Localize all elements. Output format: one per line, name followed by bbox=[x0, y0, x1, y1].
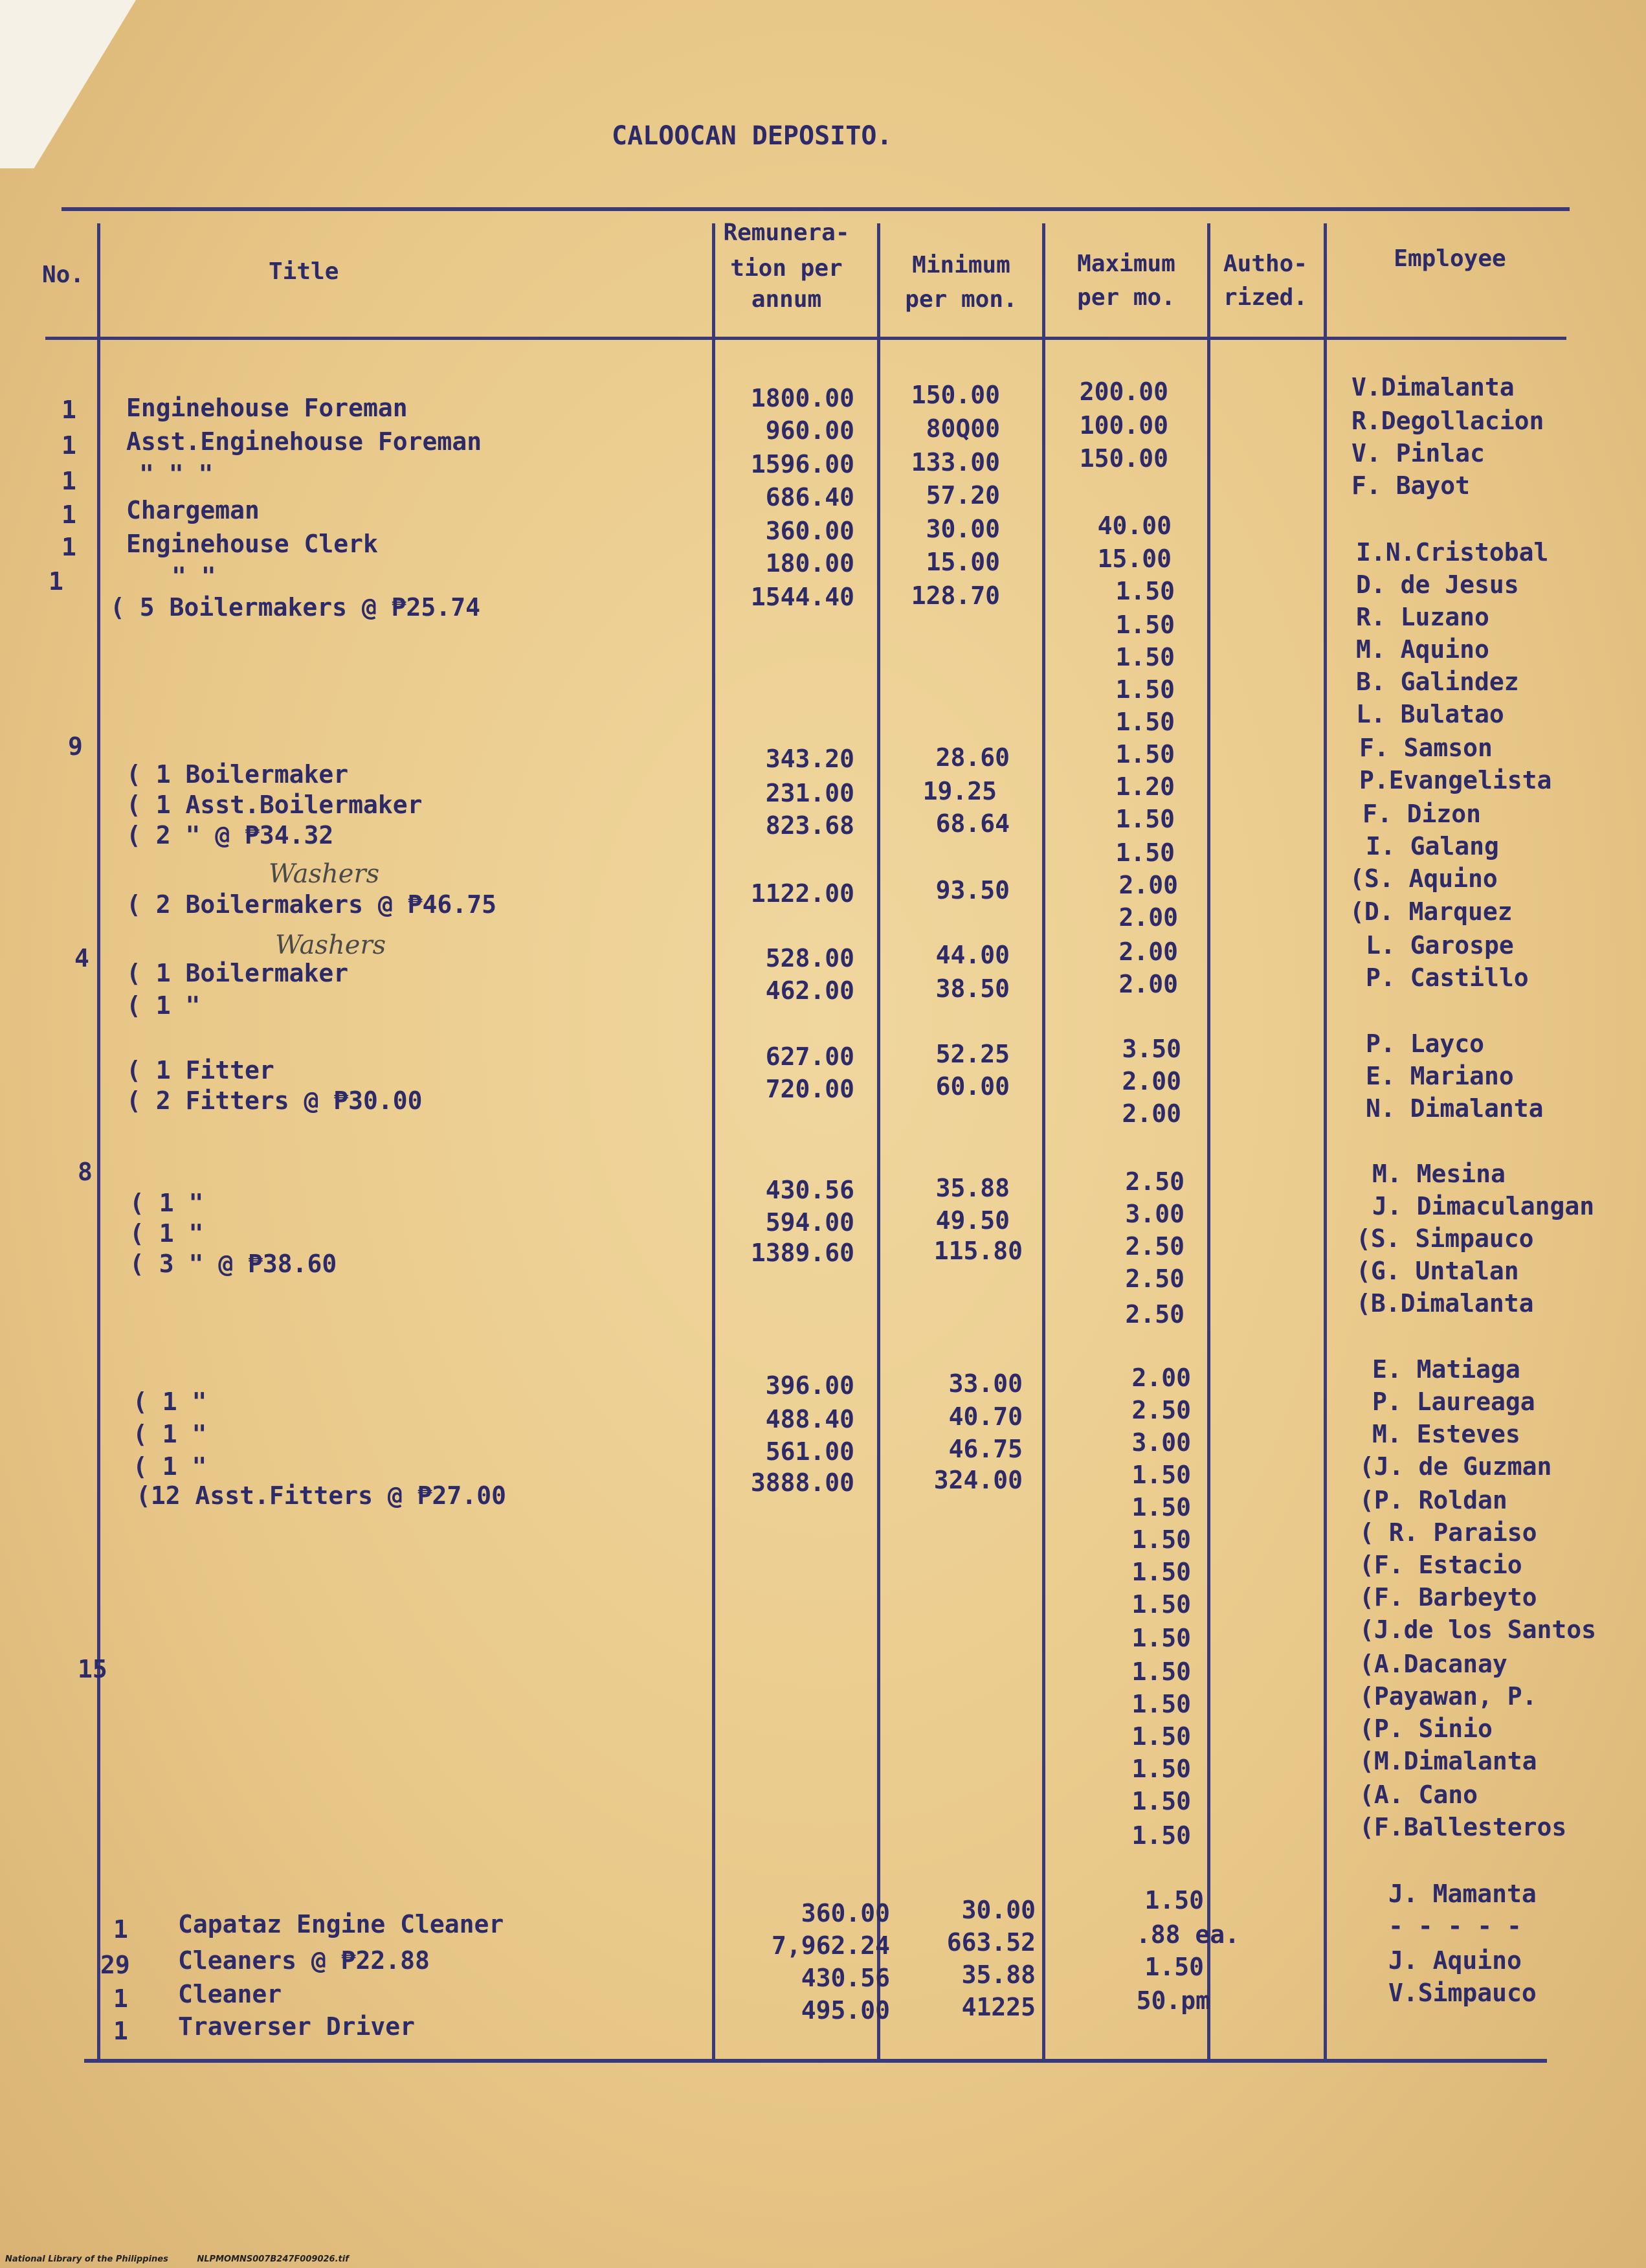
title-cell: Traverser Driver bbox=[178, 2012, 416, 2041]
maximum-cell: 1.50 bbox=[1131, 1755, 1191, 1783]
maximum-cell: 1.50 bbox=[1131, 1558, 1191, 1586]
header-maximum-2: per mo. bbox=[1077, 284, 1175, 311]
maximum-cell: 1.20 bbox=[1115, 772, 1175, 801]
handwritten-note: Washers bbox=[275, 930, 386, 960]
employee-cell: N. Dimalanta bbox=[1366, 1094, 1544, 1123]
employee-cell: M. Esteves bbox=[1372, 1420, 1520, 1448]
maximum-cell: 1.50 bbox=[1131, 1821, 1191, 1850]
minimum-cell: 46.75 bbox=[948, 1435, 1023, 1463]
minimum-cell: 60.00 bbox=[935, 1072, 1010, 1101]
group-number: 15 bbox=[78, 1655, 107, 1683]
title-cell: ( 1 " bbox=[126, 991, 201, 1020]
remuneration-cell: 360.00 bbox=[765, 517, 854, 545]
employee-cell: P. Castillo bbox=[1366, 963, 1529, 992]
title-cell: ( 2 " @ ₱34.32 bbox=[126, 821, 334, 849]
title-cell: Cleaner bbox=[178, 1980, 282, 2008]
maximum-cell: 1.50 bbox=[1131, 1461, 1191, 1489]
title-cell: ( 1 Boilermaker bbox=[126, 959, 349, 987]
maximum-cell: 1.50 bbox=[1115, 577, 1175, 605]
group-number: 1 bbox=[113, 1984, 128, 2013]
employee-cell: (J. de Guzman bbox=[1359, 1452, 1552, 1481]
maximum-cell: 3.50 bbox=[1122, 1035, 1181, 1063]
remuneration-cell: 1544.40 bbox=[750, 583, 854, 611]
maximum-cell: 3.00 bbox=[1131, 1428, 1191, 1457]
header-remuneration-2: tion per bbox=[730, 255, 843, 282]
employee-cell: L. Bulatao bbox=[1356, 700, 1504, 728]
maximum-cell: 3.00 bbox=[1125, 1200, 1184, 1228]
col-rule-maximum bbox=[1042, 223, 1045, 2062]
employee-cell: E. Mariano bbox=[1366, 1062, 1514, 1090]
remuneration-cell: 7,962.24 bbox=[771, 1931, 890, 1960]
maximum-cell: 1.50 bbox=[1115, 643, 1175, 671]
remuneration-cell: 1596.00 bbox=[750, 450, 854, 478]
minimum-cell: 68.64 bbox=[935, 809, 1010, 838]
employee-cell: V.Simpauco bbox=[1388, 1979, 1537, 2007]
table-top-rule bbox=[61, 207, 1570, 211]
maximum-cell: 2.00 bbox=[1122, 1067, 1181, 1095]
employee-cell: (A.Dacanay bbox=[1359, 1650, 1507, 1678]
maximum-cell: 2.00 bbox=[1118, 970, 1178, 998]
remuneration-cell: 561.00 bbox=[765, 1437, 854, 1466]
minimum-cell: 57.20 bbox=[926, 481, 1000, 510]
maximum-cell: 1.50 bbox=[1144, 1953, 1204, 1981]
minimum-cell: 35.88 bbox=[935, 1174, 1010, 1202]
header-maximum-1: Maximum bbox=[1077, 251, 1175, 277]
footer-filename: NLPMOMNS007B247F009026.tif bbox=[197, 2254, 349, 2264]
title-cell: ( 1 " bbox=[133, 1420, 207, 1448]
maximum-cell: 1.50 bbox=[1115, 675, 1175, 704]
maximum-cell: 1.50 bbox=[1115, 740, 1175, 769]
title-cell: Enginehouse Foreman bbox=[126, 394, 408, 422]
remuneration-cell: 495.00 bbox=[801, 1996, 890, 2025]
employee-cell: F. Samson bbox=[1359, 734, 1493, 762]
header-no: No. bbox=[42, 262, 85, 288]
group-number: 1 bbox=[61, 533, 76, 561]
title-cell: " " bbox=[172, 562, 216, 590]
maximum-cell: .88 ea. bbox=[1135, 1920, 1240, 1949]
remuneration-cell: 1389.60 bbox=[750, 1239, 854, 1267]
minimum-cell: 663.52 bbox=[946, 1928, 1036, 1957]
minimum-cell: 52.25 bbox=[935, 1040, 1010, 1068]
employee-cell: (S. Aquino bbox=[1350, 864, 1498, 893]
minimum-cell: 15.00 bbox=[926, 548, 1000, 576]
employee-cell: (S. Simpauco bbox=[1356, 1224, 1534, 1253]
title-cell: ( 1 Boilermaker bbox=[126, 760, 349, 789]
employee-cell: (G. Untalan bbox=[1356, 1257, 1519, 1285]
title-cell: ( 1 " bbox=[129, 1219, 204, 1248]
employee-cell: L. Garospe bbox=[1366, 931, 1514, 960]
employee-cell: V.Dimalanta bbox=[1351, 373, 1515, 401]
remuneration-cell: 627.00 bbox=[765, 1042, 854, 1071]
header-remuneration-3: annum bbox=[751, 286, 822, 313]
maximum-cell: 1.50 bbox=[1131, 1787, 1191, 1815]
minimum-cell: 19.25 bbox=[922, 777, 997, 805]
employee-cell: J. Aquino bbox=[1388, 1946, 1522, 1975]
employee-cell: (F. Estacio bbox=[1359, 1551, 1522, 1579]
minimum-cell: 133.00 bbox=[911, 448, 1000, 477]
col-rule-title bbox=[97, 223, 100, 2062]
maximum-cell: 100.00 bbox=[1079, 411, 1168, 440]
group-number: 9 bbox=[68, 732, 83, 761]
remuneration-cell: 1800.00 bbox=[750, 384, 854, 412]
minimum-cell: 93.50 bbox=[935, 876, 1010, 904]
maximum-cell: 1.50 bbox=[1131, 1657, 1191, 1686]
remuneration-cell: 430.56 bbox=[765, 1176, 854, 1204]
remuneration-cell: 686.40 bbox=[765, 483, 854, 511]
maximum-cell: 1.50 bbox=[1115, 805, 1175, 833]
employee-cell: (F.Ballesteros bbox=[1359, 1813, 1567, 1841]
title-cell: (12 Asst.Fitters @ ₱27.00 bbox=[136, 1481, 506, 1510]
minimum-cell: 30.00 bbox=[926, 515, 1000, 543]
maximum-cell: 2.50 bbox=[1125, 1232, 1184, 1261]
remuneration-cell: 360.00 bbox=[801, 1899, 890, 1927]
minimum-cell: 128.70 bbox=[911, 581, 1000, 610]
employee-cell: (F. Barbeyto bbox=[1359, 1583, 1537, 1611]
title-cell: ( 1 " bbox=[133, 1387, 207, 1416]
maximum-cell: 2.50 bbox=[1125, 1300, 1184, 1329]
maximum-cell: 2.50 bbox=[1125, 1167, 1184, 1196]
minimum-cell: 44.00 bbox=[935, 941, 1010, 969]
title-cell: Asst.Enginehouse Foreman bbox=[126, 427, 482, 456]
header-title: Title bbox=[269, 258, 339, 285]
footer-library: National Library of the Philippines bbox=[5, 2254, 168, 2264]
employee-cell: P. Layco bbox=[1366, 1029, 1485, 1058]
title-cell: ( 2 Boilermakers @ ₱46.75 bbox=[126, 890, 496, 919]
minimum-cell: 324.00 bbox=[933, 1466, 1023, 1494]
group-number: 1 bbox=[61, 396, 76, 424]
maximum-cell: 50.pm bbox=[1136, 1986, 1210, 2015]
employee-cell: (P. Roldan bbox=[1359, 1486, 1507, 1514]
employee-cell: (M.Dimalanta bbox=[1359, 1747, 1537, 1775]
title-cell: ( 2 Fitters @ ₱30.00 bbox=[126, 1086, 423, 1115]
remuneration-cell: 180.00 bbox=[765, 549, 854, 578]
title-cell: Cleaners @ ₱22.88 bbox=[178, 1946, 430, 1975]
header-minimum-1: Minimum bbox=[912, 252, 1010, 278]
employee-cell: P. Laureaga bbox=[1372, 1387, 1535, 1416]
employee-cell: (J.de los Santos bbox=[1359, 1615, 1597, 1644]
minimum-cell: 41225 bbox=[961, 1993, 1036, 2021]
title-cell: ( 1 " bbox=[129, 1189, 204, 1217]
employee-cell: I.N.Cristobal bbox=[1356, 538, 1549, 567]
employee-cell: B. Galindez bbox=[1356, 668, 1519, 696]
employee-cell: R. Luzano bbox=[1356, 603, 1489, 631]
employee-cell: D. de Jesus bbox=[1356, 570, 1519, 599]
maximum-cell: 1.50 bbox=[1131, 1590, 1191, 1619]
col-rule-employee bbox=[1324, 223, 1327, 2062]
remuneration-cell: 594.00 bbox=[765, 1208, 854, 1237]
maximum-cell: 1.50 bbox=[1131, 1722, 1191, 1751]
group-number: 1 bbox=[61, 467, 76, 495]
minimum-cell: 30.00 bbox=[961, 1896, 1036, 1924]
minimum-cell: 80Q00 bbox=[926, 414, 1000, 443]
title-cell: ( 5 Boilermakers @ ₱25.74 bbox=[110, 593, 480, 622]
minimum-cell: 35.88 bbox=[961, 1960, 1036, 1989]
remuneration-cell: 1122.00 bbox=[750, 879, 854, 908]
header-authorized-2: rized. bbox=[1223, 284, 1308, 311]
employee-cell: M. Aquino bbox=[1356, 635, 1489, 664]
employee-cell: (P. Sinio bbox=[1359, 1714, 1493, 1743]
maximum-cell: 2.50 bbox=[1125, 1264, 1184, 1293]
title-cell: ( 3 " @ ₱38.60 bbox=[129, 1250, 337, 1278]
employee-cell: I. Galang bbox=[1366, 832, 1499, 860]
remuneration-cell: 396.00 bbox=[765, 1371, 854, 1400]
employee-cell: V. Pinlac bbox=[1351, 439, 1485, 467]
minimum-cell: 38.50 bbox=[935, 974, 1010, 1003]
remuneration-cell: 343.20 bbox=[765, 745, 854, 773]
remuneration-cell: 430.56 bbox=[801, 1964, 890, 1992]
minimum-cell: 40.70 bbox=[948, 1402, 1023, 1431]
maximum-cell: 2.00 bbox=[1118, 871, 1178, 899]
group-number: 1 bbox=[49, 567, 63, 596]
title-cell: " " " bbox=[139, 460, 214, 488]
maximum-cell: 2.50 bbox=[1131, 1396, 1191, 1424]
minimum-cell: 49.50 bbox=[935, 1206, 1010, 1235]
remuneration-cell: 3888.00 bbox=[750, 1468, 854, 1497]
group-number: 1 bbox=[61, 500, 76, 529]
remuneration-cell: 488.40 bbox=[765, 1405, 854, 1433]
remuneration-cell: 720.00 bbox=[765, 1075, 854, 1103]
title-cell: ( 1 " bbox=[133, 1452, 207, 1481]
remuneration-cell: 823.68 bbox=[765, 811, 854, 840]
maximum-cell: 2.00 bbox=[1122, 1099, 1181, 1128]
minimum-cell: 33.00 bbox=[948, 1369, 1023, 1398]
employee-cell: E. Matiaga bbox=[1372, 1355, 1520, 1384]
maximum-cell: 2.00 bbox=[1118, 938, 1178, 966]
minimum-cell: 28.60 bbox=[935, 743, 1010, 772]
minimum-cell: 150.00 bbox=[911, 381, 1000, 409]
maximum-cell: 15.00 bbox=[1097, 545, 1172, 573]
employee-cell: ( R. Paraiso bbox=[1359, 1518, 1537, 1547]
maximum-cell: 1.50 bbox=[1131, 1493, 1191, 1521]
title-cell: ( 1 Asst.Boilermaker bbox=[126, 791, 423, 819]
employee-cell: (B.Dimalanta bbox=[1356, 1289, 1534, 1318]
title-cell: ( 1 Fitter bbox=[126, 1056, 274, 1084]
employee-cell: F. Bayot bbox=[1351, 471, 1471, 500]
table-bottom-rule bbox=[84, 2059, 1547, 2063]
title-cell: Chargeman bbox=[126, 496, 260, 524]
maximum-cell: 2.00 bbox=[1131, 1364, 1191, 1392]
footer bbox=[5, 2254, 375, 2264]
maximum-cell: 150.00 bbox=[1079, 444, 1168, 473]
employee-cell: J. Mamanta bbox=[1388, 1880, 1537, 1908]
employee-cell: (A. Cano bbox=[1359, 1780, 1478, 1809]
minimum-cell: 115.80 bbox=[933, 1237, 1023, 1265]
maximum-cell: 1.50 bbox=[1115, 611, 1175, 639]
remuneration-cell: 528.00 bbox=[765, 944, 854, 972]
maximum-cell: 1.50 bbox=[1131, 1690, 1191, 1718]
employee-cell: F. Dizon bbox=[1362, 800, 1482, 828]
employee-cell: (Payawan, P. bbox=[1359, 1682, 1537, 1711]
maximum-cell: 1.50 bbox=[1131, 1525, 1191, 1554]
employee-cell: R.Degollacion bbox=[1351, 407, 1544, 435]
remuneration-cell: 231.00 bbox=[765, 779, 854, 807]
group-number: 1 bbox=[113, 1915, 128, 1944]
title-cell: Enginehouse Clerk bbox=[126, 530, 378, 558]
group-number: 8 bbox=[78, 1158, 93, 1186]
group-number: 1 bbox=[61, 431, 76, 460]
employee-cell: - - - - - bbox=[1388, 1912, 1522, 1940]
employee-cell: (D. Marquez bbox=[1350, 897, 1513, 926]
group-number: 4 bbox=[74, 944, 89, 972]
maximum-cell: 1.50 bbox=[1144, 1886, 1204, 1914]
remuneration-cell: 960.00 bbox=[765, 416, 854, 445]
title-cell: Capataz Engine Cleaner bbox=[178, 1910, 504, 1938]
maximum-cell: 1.50 bbox=[1115, 708, 1175, 736]
group-number: 1 bbox=[113, 2017, 128, 2045]
group-number: 29 bbox=[100, 1951, 130, 1979]
col-rule-authorized bbox=[1207, 223, 1210, 2062]
remuneration-cell: 462.00 bbox=[765, 976, 854, 1005]
maximum-cell: 2.00 bbox=[1118, 903, 1178, 932]
employee-cell: M. Mesina bbox=[1372, 1160, 1506, 1188]
maximum-cell: 1.50 bbox=[1115, 838, 1175, 867]
maximum-cell: 1.50 bbox=[1131, 1624, 1191, 1652]
header-remuneration-1: Remunera- bbox=[723, 219, 850, 246]
maximum-cell: 200.00 bbox=[1079, 377, 1168, 406]
employee-cell: P.Evangelista bbox=[1359, 766, 1552, 794]
employee-cell: J. Dimaculangan bbox=[1372, 1192, 1595, 1220]
header-employee: Employee bbox=[1394, 245, 1506, 272]
header-minimum-2: per mon. bbox=[905, 286, 1018, 313]
document-title: CALOOCAN DEPOSITO. bbox=[612, 121, 893, 151]
handwritten-note: Washers bbox=[269, 859, 380, 889]
header-authorized-1: Autho- bbox=[1223, 251, 1308, 277]
header-bottom-rule bbox=[45, 337, 1566, 340]
maximum-cell: 40.00 bbox=[1097, 511, 1172, 540]
